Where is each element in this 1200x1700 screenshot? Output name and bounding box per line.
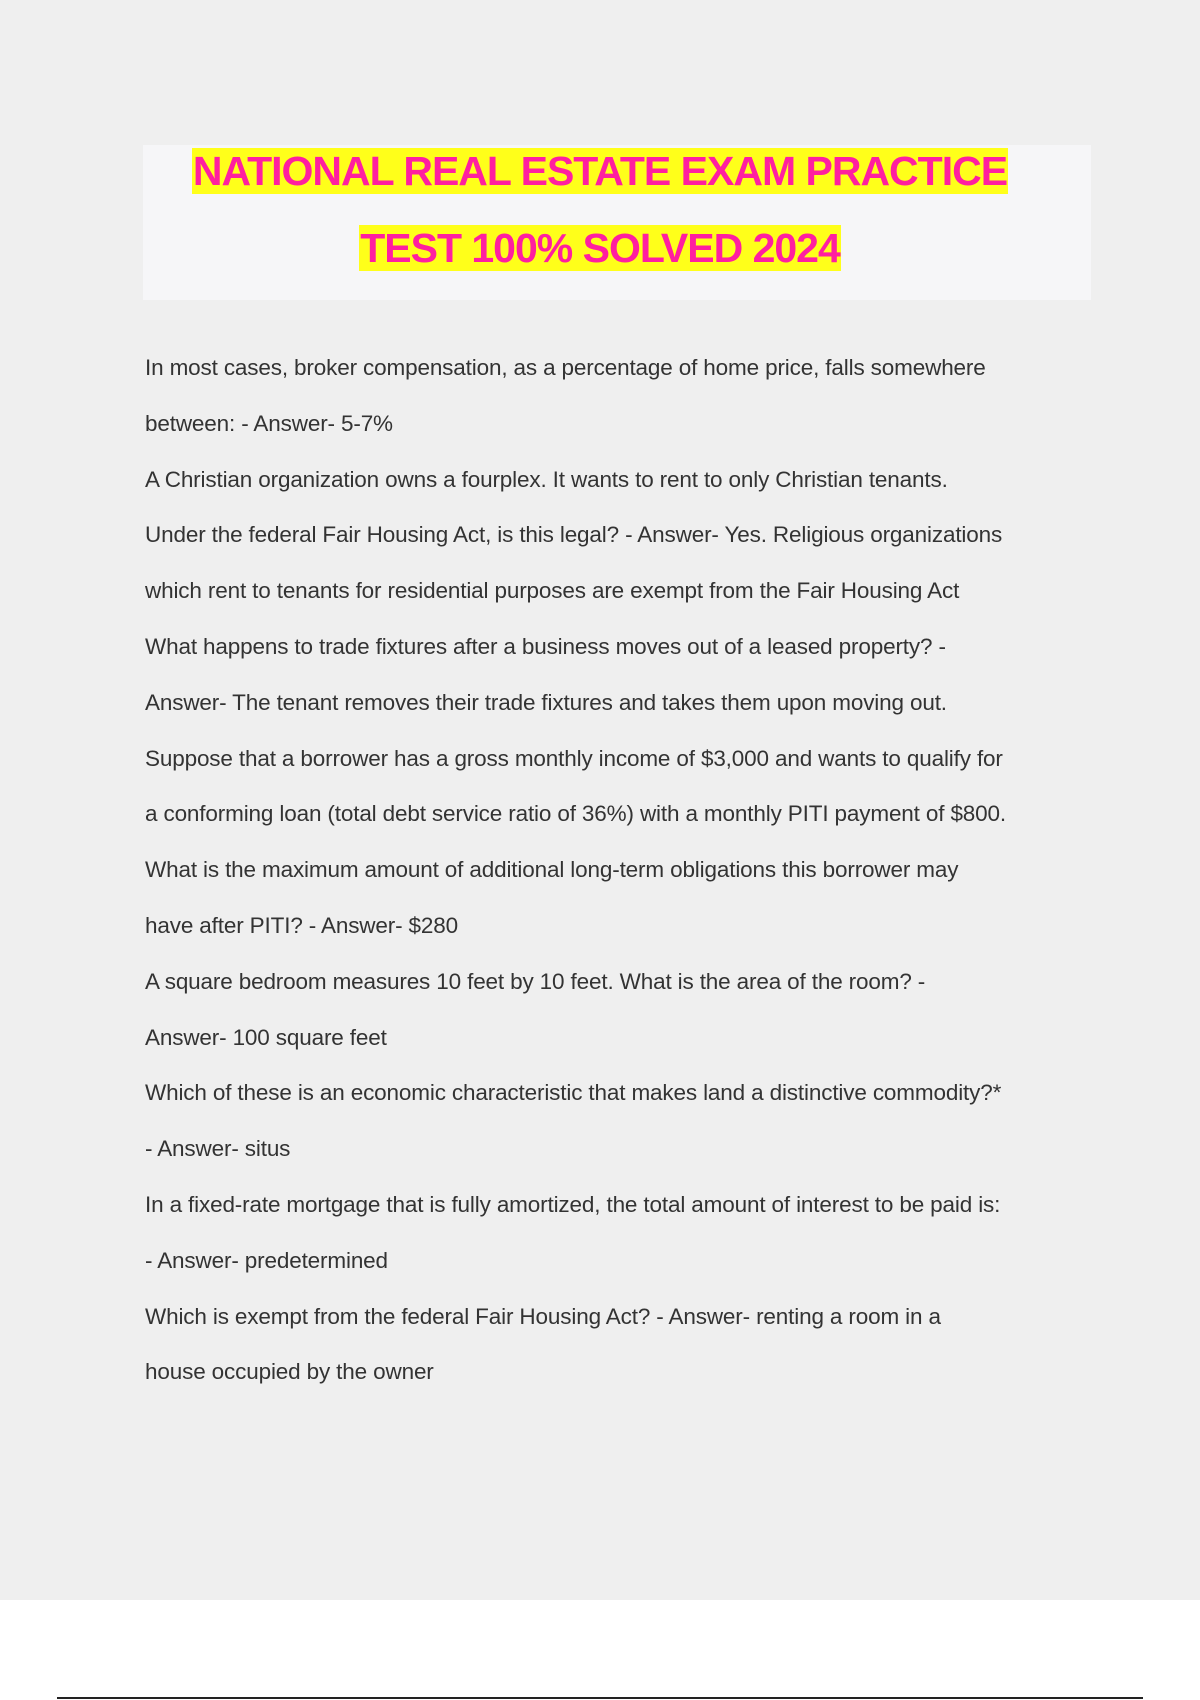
page-title-line-2: TEST 100% SOLVED 2024 [360, 225, 840, 271]
body-line: Answer- The tenant removes their trade fixtures and takes them upon moving out. [145, 689, 947, 715]
body-line: Suppose that a borrower has a gross monthly income of $3,000 and wants to qualify for [145, 745, 1003, 771]
body-line: between: - Answer- 5-7% [145, 410, 393, 436]
footer-divider [57, 1697, 1143, 1699]
page-title-line-1: NATIONAL REAL ESTATE EXAM PRACTICE [192, 148, 1008, 194]
body-line: What is the maximum amount of additional long-term obligations this borrower may [145, 857, 959, 883]
qa-body [145, 340, 1095, 1400]
body-line: Under the federal Fair Housing Act, is this legal? - Answer- Yes. Religious organizations [145, 522, 1003, 548]
body-line: A square bedroom measures 10 feet by 10 feet. What is the area of the room? - [145, 968, 926, 994]
body-line: What happens to trade fixtures after a business moves out of a leased property? - [145, 633, 946, 659]
body-line: A Christian organization owns a fourplex. It wants to rent to only Christian tenants. [145, 466, 948, 492]
body-line: Which is exempt from the federal Fair Housing Act? - Answer- renting a room in a [145, 1303, 941, 1329]
body-line: - Answer- situs [145, 1136, 291, 1162]
body-line: which rent to tenants for residential purposes are exempt from the Fair Housing Act [145, 578, 960, 604]
body-line: house occupied by the owner [145, 1359, 434, 1385]
body-line: - Answer- predetermined [145, 1247, 388, 1273]
body-line: a conforming loan (total debt service ratio of 36%) with a monthly PITI payment of $800. [145, 801, 1006, 827]
body-line: In a fixed-rate mortgage that is fully amortized, the total amount of interest to be paid is: [145, 1191, 1001, 1217]
body-line: In most cases, broker compensation, as a percentage of home price, falls somewhere [145, 355, 986, 380]
body-line: Which of these is an economic characteristic that makes land a distinctive commodity?* [145, 1080, 1002, 1106]
body-line: have after PITI? - Answer- $280 [145, 912, 459, 938]
body-line: Answer- 100 square feet [145, 1024, 387, 1050]
